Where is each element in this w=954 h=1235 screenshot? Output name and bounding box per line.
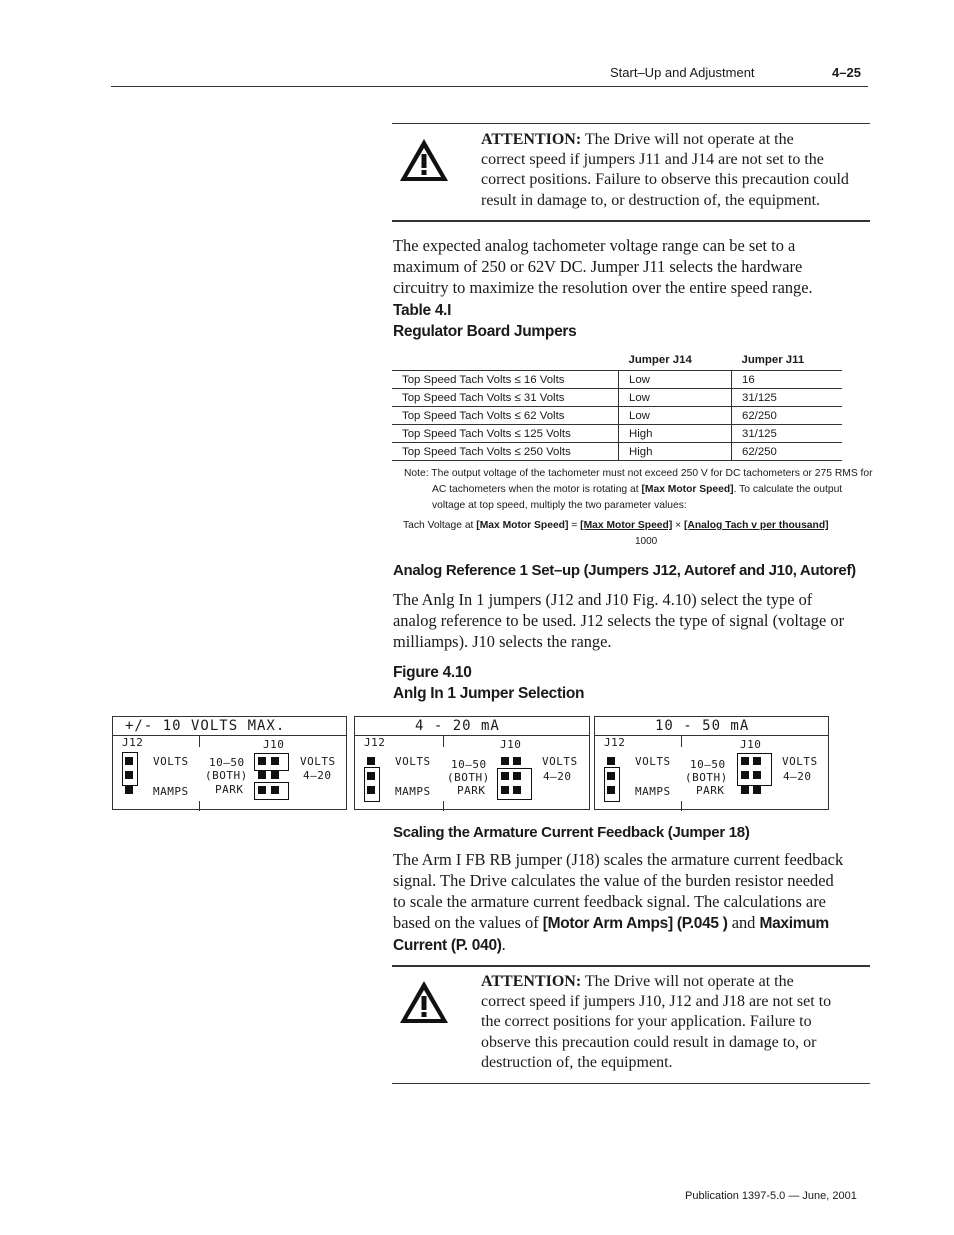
attention-1-bottom-rule [392,220,870,222]
j10-pin [501,772,509,780]
jumper-panel-10-50-ma: 10 - 50 mA J12 J10 VOLTS MAMPS 10–50 (BOTH) PARK VOLTS 4–20 [594,716,829,810]
panel-title: +/- 10 VOLTS MAX. [113,717,346,736]
j10-pin [753,786,761,794]
formula-denominator: 1000 [635,536,658,547]
j12-pin [367,772,375,780]
table-number: Table 4.I [393,302,452,319]
figure-title: Anlg In 1 Jumper Selection [393,685,585,702]
attention-2-top-rule [392,965,870,967]
table-row: Top Speed Tach Volts ≤ 62 Volts Low 62/250 [392,407,842,425]
running-header-section: Start–Up and Adjustment [610,65,755,80]
header-rule [111,86,868,87]
jumper-panel-10-volts: +/- 10 VOLTS MAX. J12 J10 VOLTS MAMPS 10–50 (BOTH) PARK VOLTS 4–20 [112,716,347,810]
table-note: Note: The output voltage of the tachometer must not exceed 250 V for DC tachometers or 275 RMS for AC tachometers when the motor is rotating at [Max Motor Speed]. To calculate the output voltage at top speed, multiply the two parameter values: [404,468,873,511]
attention-2-label: ATTENTION: [481,973,582,990]
figure-number: Figure 4.10 [393,664,472,681]
table-title: Regulator Board Jumpers [393,323,577,340]
j10-pin [258,757,266,765]
regulator-jumpers-table [392,350,842,461]
j10-pin [258,786,266,794]
j10-pin [741,786,749,794]
j12-pin [125,786,133,794]
table-row: Top Speed Tach Volts ≤ 125 Volts High 31/125 [392,425,842,443]
j12-pin [607,772,615,780]
analog-reference-heading: Analog Reference 1 Set–up (Jumpers J12, Autoref and J10, Autoref) [393,562,856,579]
scaling-paragraph: The Arm I FB RB jumper (J18) scales the armature current feedback signal. The Drive calculates the value of the burden resistor needed to scale the armature current feedback signal. The calculations are based on the values of [Motor Arm Amps] (P.045 ) and Maximum Current (P. 040). [393,850,844,954]
j10-pin [753,757,761,765]
j12-pin [607,757,615,765]
j12-pin [125,771,133,779]
attention-2-text: ATTENTION: The Drive will not operate at the correct speed if jumpers J10, J12 and J18 are not set to the correct positions for your application. Failure to observe this precaution could result in damage to, or destruction of, the equipment. [481,973,832,1071]
j12-pin [367,757,375,765]
panel-title: 10 - 50 mA [595,717,828,736]
j10-pin [271,757,279,765]
attention-1-text: ATTENTION: The Drive will not operate at the correct speed if jumpers J11 and J14 are not set to the correct positions. Failure to observe this precaution could result in damage to, or destruction of, the equipment. [481,131,849,209]
intro-paragraph: The expected analog tachometer voltage range can be set to a maximum of 250 or 62V DC. Jumper J11 selects the hardware circuitry to maximize the resolution over the entire speed range. [393,236,813,297]
panel-title: 4 - 20 mA [355,717,589,736]
page-number: 4–25 [832,65,861,80]
j10-pin [501,757,509,765]
table-row: Top Speed Tach Volts ≤ 16 Volts Low 16 [392,371,842,389]
attention-2-bottom-rule [392,1083,870,1084]
column-header-j14: Jumper J14 [628,354,692,366]
warning-triangle-icon [398,137,450,183]
jumper-panel-4-20-ma: 4 - 20 mA J12 J10 VOLTS MAMPS 10–50 (BOTH) PARK VOLTS 4–20 [354,716,590,810]
table-row: Top Speed Tach Volts ≤ 31 Volts Low 31/125 [392,389,842,407]
j10-pin [271,786,279,794]
publication-footer: Publication 1397-5.0 — June, 2001 [685,1190,857,1202]
j12-pin [367,786,375,794]
attention-1-top-rule [392,123,870,124]
scaling-heading: Scaling the Armature Current Feedback (Jumper 18) [393,824,750,841]
j10-pin [271,771,279,779]
j10-pin [753,771,761,779]
tach-voltage-formula: Tach Voltage at [Max Motor Speed] = [Max Motor Speed] × [Analog Tach v per thousand] [403,520,829,531]
warning-triangle-icon [398,979,450,1025]
column-header-j11: Jumper J11 [741,354,805,366]
j10-pin [501,786,509,794]
j10-pin [741,757,749,765]
j10-pin [513,757,521,765]
j12-pin [607,786,615,794]
j10-pin [513,786,521,794]
attention-1-label: ATTENTION: [481,131,582,148]
analog-reference-paragraph: The Anlg In 1 jumpers (J12 and J10 Fig. 4.10) select the type of analog reference to be used. J12 selects the type of signal (voltage or milliamps). J10 selects the range. [393,590,845,651]
j10-pin [513,772,521,780]
j10-pin [258,771,266,779]
j12-pin [125,757,133,765]
table-row: Top Speed Tach Volts ≤ 250 Volts High 62/250 [392,443,842,461]
j10-pin [741,771,749,779]
